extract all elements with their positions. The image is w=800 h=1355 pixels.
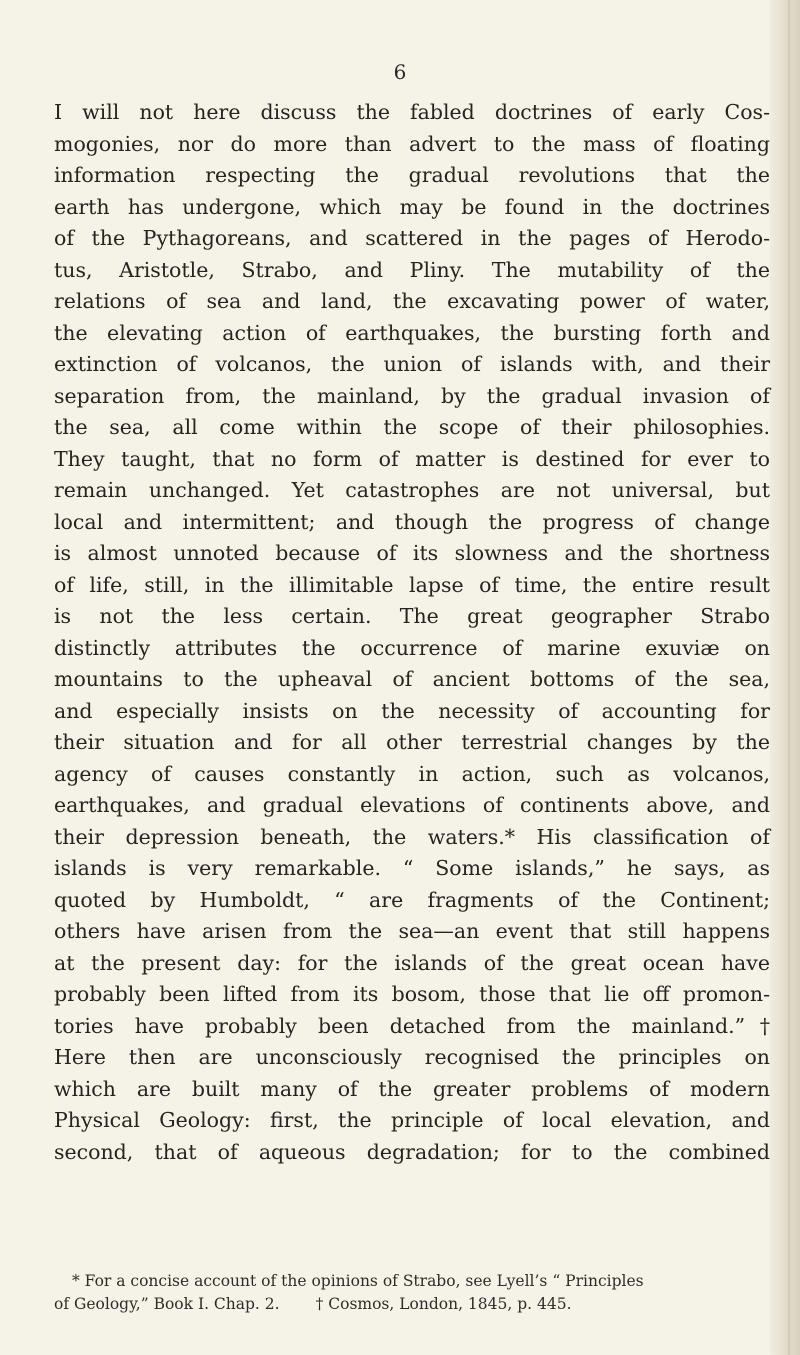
text-line: islands is very remarkable. “ Some islands,” he says, as — [54, 856, 770, 880]
footnote-text: of Geology,” Book I. Chap. 2. — [54, 1295, 280, 1313]
footnote-cosmos: † Cosmos, London, 1845, p. 445. — [315, 1295, 572, 1313]
text-line: They taught, that no form of matter is destined for ever to — [54, 446, 770, 471]
text-line: earth has undergone, which may be found in the doctrines — [54, 194, 770, 219]
text-line: and especially insists on the necessity of accounting for — [54, 698, 770, 723]
text-line: information respecting the gradual revolutions that the — [54, 163, 770, 187]
text-line: the elevating action of earthquakes, the bursting forth and — [54, 320, 770, 345]
text-line: their situation and for all other terrestrial changes by the — [54, 730, 770, 754]
text-line: distinctly attributes the occurrence of marine exuviæ on — [54, 635, 770, 660]
footnote-continuation — [54, 1293, 770, 1316]
text-line: quoted by Humboldt, “ are fragments of the Continent; — [54, 887, 770, 912]
text-line: which are built many of the greater problems of modern — [54, 1076, 770, 1101]
text-line: I will not here discuss the fabled doctrines of early Cos- — [54, 100, 770, 124]
text-line: extinction of volcanos, the union of islands with, and their — [54, 352, 770, 376]
text-line: earthquakes, and gradual elevations of continents above, and — [54, 793, 770, 817]
text-line: Here then are unconsciously recognised the principles on — [54, 1045, 770, 1069]
text-line: probably been lifted from its bosom, those that lie off promon- — [54, 982, 770, 1006]
text-line: Physical Geology: first, the principle of local elevation, and — [54, 1108, 770, 1132]
text-line: mogonies, nor do more than advert to the mass of floating — [54, 131, 770, 156]
text-line: mountains to the upheaval of ancient bottoms of the sea, — [54, 667, 770, 691]
text-line: is almost unnoted because of its slowness and the shortness — [54, 541, 770, 565]
text-line: is not the less certain. The great geographer Strabo — [54, 604, 770, 628]
text-line: tus, Aristotle, Strabo, and Pliny. The mutability of the — [54, 257, 770, 282]
binding-line — [788, 0, 790, 1355]
text-line: of the Pythagoreans, and scattered in the pages of Herodo- — [54, 226, 770, 250]
text-line: relations of sea and land, the excavating power of water, — [54, 289, 770, 313]
footnote-text: * For a concise account of the opinions of Strabo, see Lyell’s “ Principles — [72, 1272, 644, 1290]
text-line: at the present day: for the islands of the great ocean have — [54, 950, 770, 975]
body-paragraph — [54, 97, 770, 1168]
footnotes — [54, 1270, 770, 1316]
text-line: others have arisen from the sea—an event that still happens — [54, 919, 770, 943]
text-line: local and intermittent; and though the progress of change — [54, 509, 770, 534]
page-edge-shadow — [770, 0, 800, 1355]
text-line: of life, still, in the illimitable lapse of time, the entire result — [54, 572, 770, 597]
text-line: tories have probably been detached from the mainland.”† — [54, 1013, 770, 1038]
footnote-strabo — [54, 1270, 770, 1293]
text-line: second, that of aqueous degradation; for to the combined — [54, 1139, 770, 1164]
text-line: their depression beneath, the waters.* His classification of — [54, 824, 770, 849]
text-line: agency of causes constantly in action, such as volcanos, — [54, 761, 770, 786]
text-line: separation from, the mainland, by the gradual invasion of — [54, 383, 770, 408]
text-line: the sea, all come within the scope of their philosophies. — [54, 415, 770, 439]
text-line: remain unchanged. Yet catastrophes are not universal, but — [54, 478, 770, 502]
page-number: 6 — [393, 60, 407, 84]
